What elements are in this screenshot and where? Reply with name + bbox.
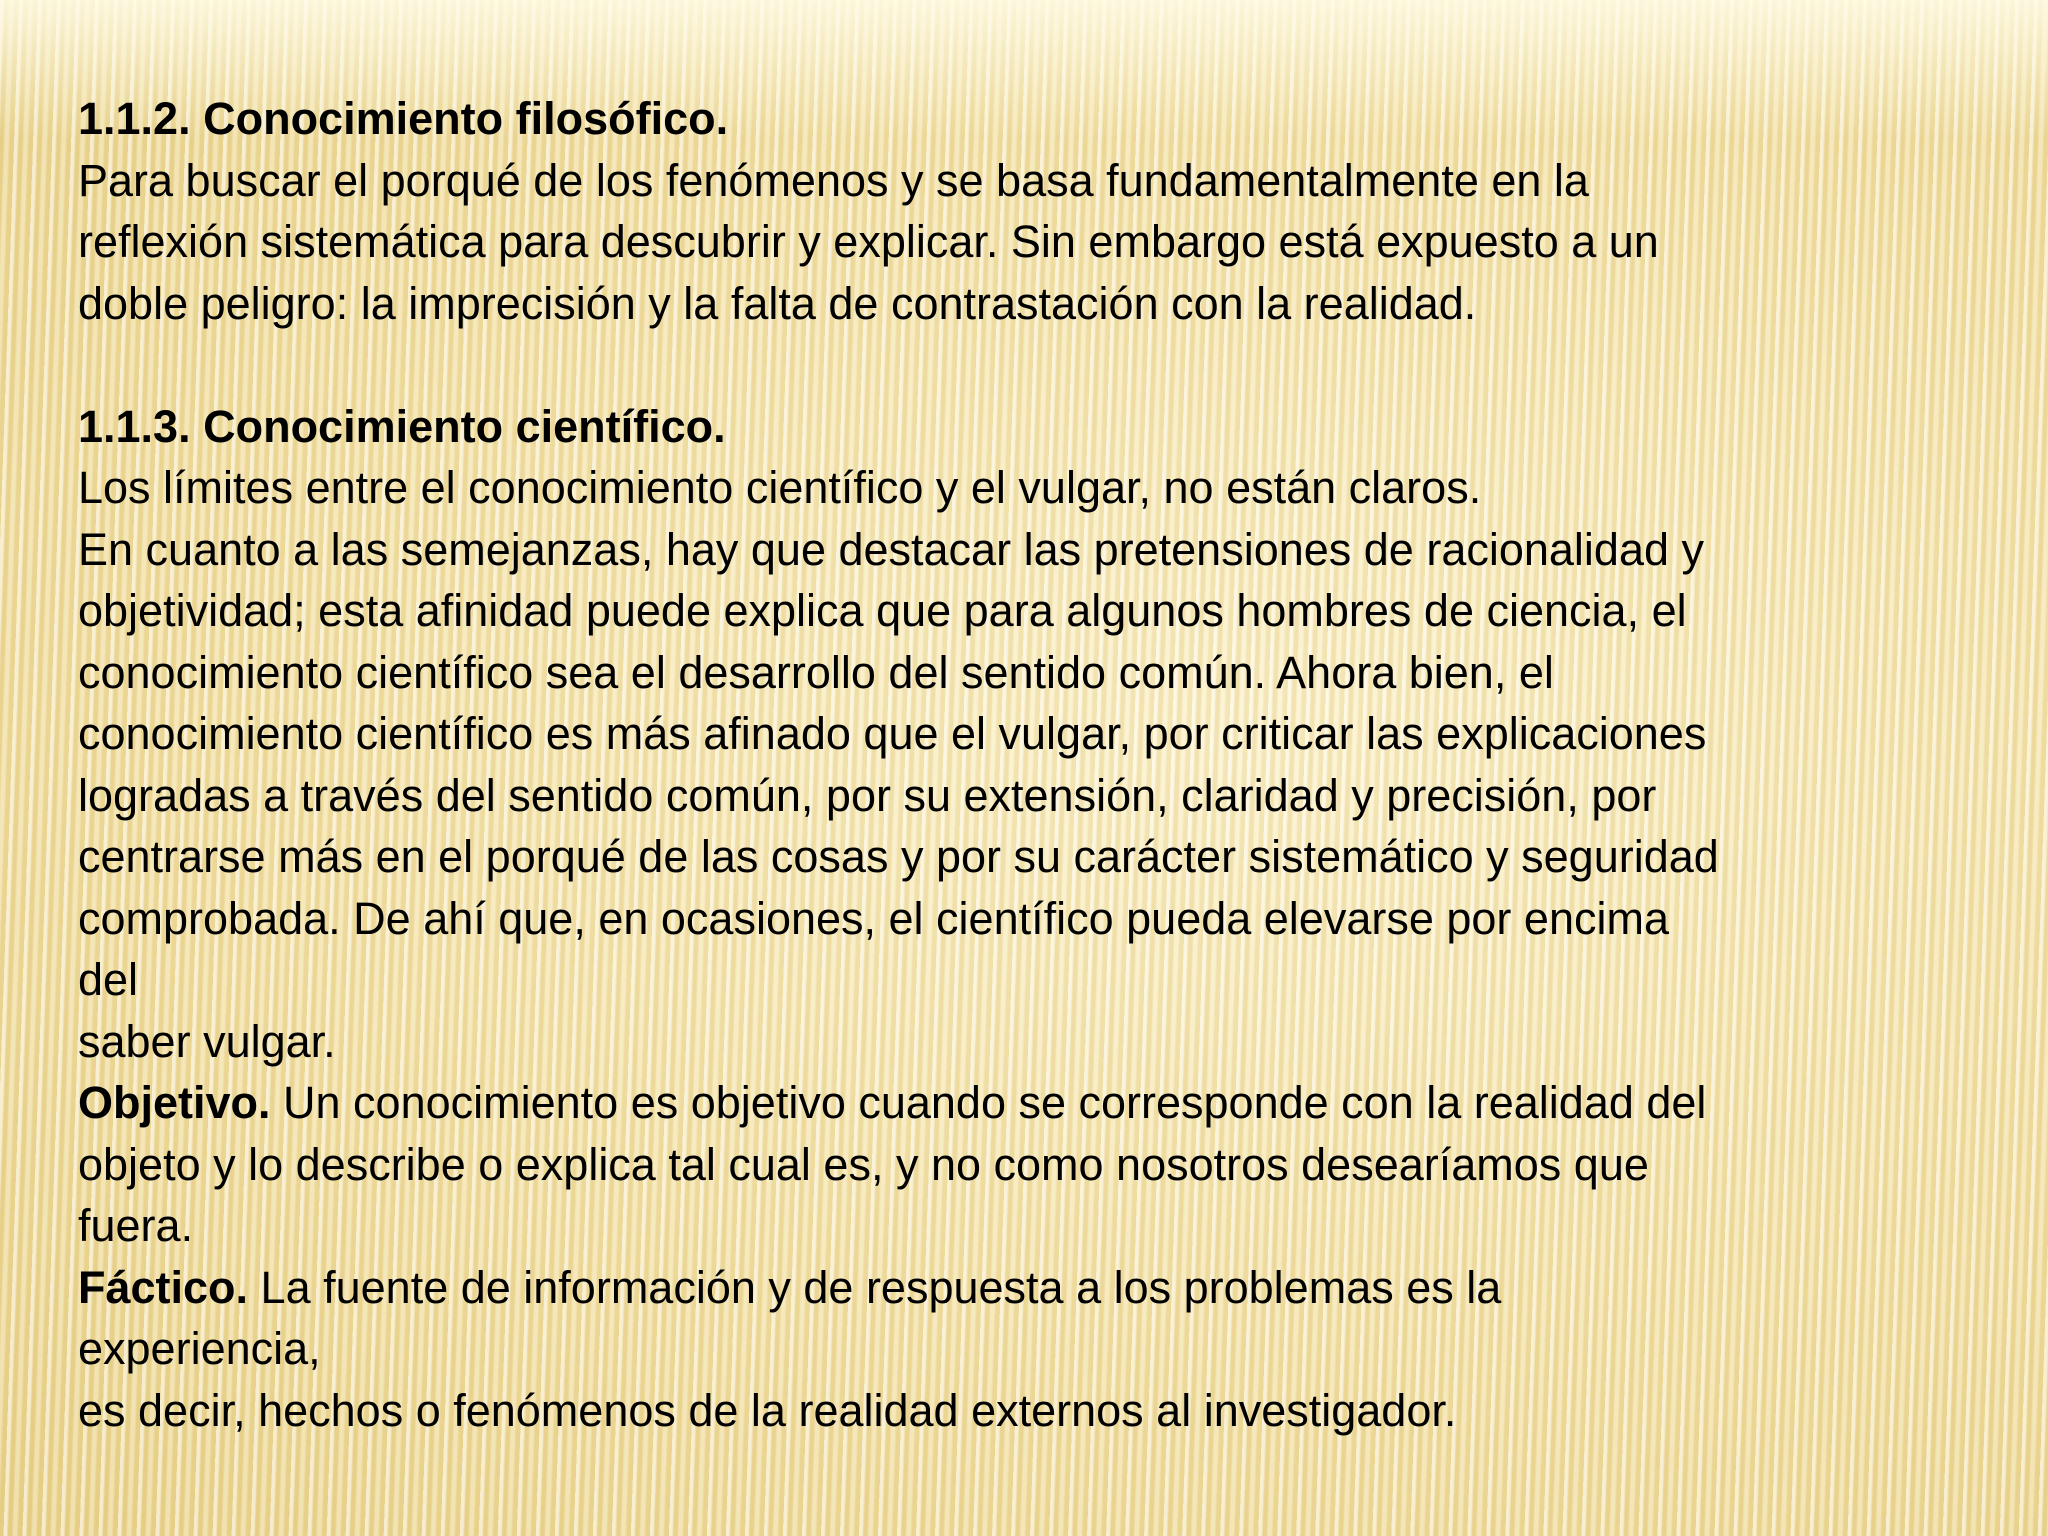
paragraph-line: es decir, hechos o fenómenos de la realidad externos al investigador. <box>78 1384 1457 1436</box>
term-factual: Fáctico. <box>78 1261 249 1313</box>
paragraph-line: En cuanto a las semejanzas, hay que destacar las pretensiones de racionalidad y <box>78 523 1704 575</box>
paragraph-line: conocimiento científico es más afinado que el vulgar, por criticar las explicaciones <box>78 708 1707 759</box>
paragraph-line: Los límites entre el conocimiento científico y el vulgar, no están claros. <box>78 462 1482 513</box>
heading-philosophical-knowledge: 1.1.2. Conocimiento filosófico. <box>78 93 729 144</box>
paragraph-line: del <box>78 954 139 1005</box>
paragraph-line: experiencia, <box>78 1323 321 1374</box>
paragraph-line: saber vulgar. <box>78 1015 336 1067</box>
term-objective: Objetivo. <box>78 1077 271 1128</box>
paragraph-line: objeto y lo describe o explica tal cual es, y no como nosotros desearíamos que <box>78 1138 1649 1190</box>
paragraph-line: doble peligro: la imprecisión y la falta de contrastación con la realidad. <box>78 277 1477 329</box>
definition-text: La fuente de información y de respuesta a los problemas es la <box>248 1261 1502 1313</box>
paragraph-line: conocimiento científico sea el desarrollo del sentido común. Ahora bien, el <box>78 646 1554 698</box>
paragraph-line: centrarse más en el porqué de las cosas y por su carácter sistemático y seguridad <box>78 831 1719 882</box>
slide-text-body <box>78 88 1978 1441</box>
definition-text: Un conocimiento es objetivo cuando se corresponde con la realidad del <box>270 1077 1707 1128</box>
paragraph-line: Para buscar el porqué de los fenómenos y se basa fundamentalmente en la <box>78 154 1589 206</box>
factual-definition-line <box>78 1257 1978 1319</box>
paragraph-line: objetividad; esta afinidad puede explica que para algunos hombres de ciencia, el <box>78 585 1687 636</box>
objective-definition-line <box>78 1072 1978 1134</box>
paragraph-line: reflexión sistemática para descubrir y explicar. Sin embargo está expuesto a un <box>78 216 1659 267</box>
blank-line <box>78 334 1978 396</box>
paragraph-line: comprobada. De ahí que, en ocasiones, el científico pueda elevarse por encima <box>78 892 1669 944</box>
heading-scientific-knowledge: 1.1.3. Conocimiento científico. <box>78 400 726 452</box>
paragraph-line: fuera. <box>78 1200 194 1251</box>
paragraph-line: logradas a través del sentido común, por su extensión, claridad y precisión, por <box>78 769 1657 821</box>
